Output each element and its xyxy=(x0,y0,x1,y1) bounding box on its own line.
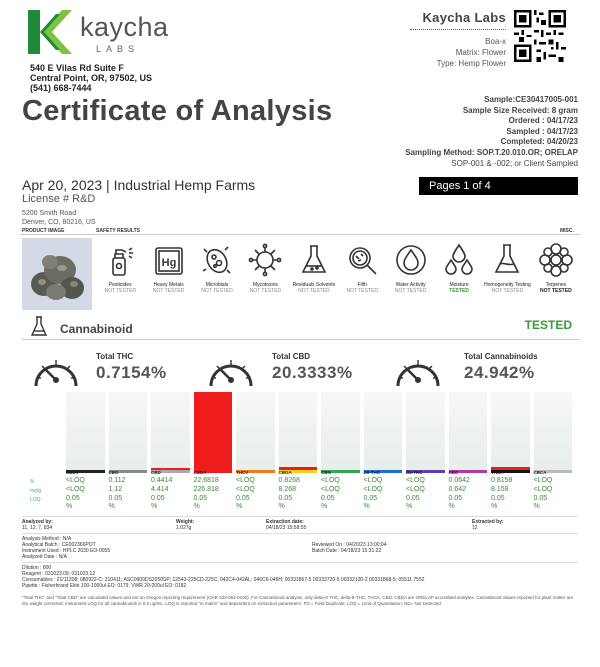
bar-cbdv xyxy=(66,392,105,470)
lab-address: 540 E Vilas Rd Suite F Central Point, OR, 97502, US (541) 668-7444 xyxy=(30,63,153,93)
divider xyxy=(410,29,506,30)
lab-info: Boa-x Matrix: Flower Type: Hemp Flower xyxy=(436,37,506,68)
cannabinoid-status: TESTED xyxy=(524,318,572,332)
divider xyxy=(22,533,578,534)
bar-fill-cbda xyxy=(194,392,233,470)
extracted-by: Extracted by: 12 xyxy=(472,519,504,531)
column-cbn: CBN <LOQ <LOQ 0.05 % xyxy=(321,470,340,511)
column-cbca: CBCA <LOQ <LOQ 0.05 % xyxy=(533,470,553,511)
bar-cbda xyxy=(194,392,233,470)
page-indicator: Pages 1 of 4 xyxy=(419,177,578,195)
flask-icon xyxy=(30,316,48,338)
divider xyxy=(20,234,580,235)
sample-info: Sample:CE30417005-001 Sample Size Received: 8 gram Ordered : 04/17/23 Sampled : 04/17/23 Completed: 04/20/23 Sampling Method: SOP.T.20.010.OR; ORELAP SOP-001 & -002; or Client Sampled xyxy=(405,95,578,168)
client-address: 5200 Smith Road Denver, CO, 80216, US xyxy=(22,210,96,226)
test-homogeneity: Homogeneity Testing NOT TESTED xyxy=(483,242,531,294)
spray-bottle-icon xyxy=(102,242,138,278)
bar-cbg xyxy=(109,392,148,470)
cannabinoid-title: Cannabinoid xyxy=(60,322,133,336)
page-title: Certificate of Analysis xyxy=(22,95,333,127)
bar-d8-thc xyxy=(406,392,445,470)
gauge-icon xyxy=(30,352,82,392)
drops-icon xyxy=(441,242,477,278)
product-image xyxy=(22,238,92,310)
reagent-details: Dilution : 800 Reagent : 031023.09; 031023.12 Consumables : 21/11208; 080922-C; 210411; ASC0909DS2050SP; 12543-225CD-225C; 042C4-042AL; 046C6-046H; 00331867-5 00333720-5 00332100-2 00331868-5; 05511 7552 Pipette : Fisherbrand Elite 100-1000ul EO: 0179, VWR 20-200ul EO: 0182 xyxy=(22,565,425,589)
lab-name: Kaycha Labs xyxy=(422,10,506,25)
total-thc-label: Total THC xyxy=(96,352,134,361)
test-microbials: Microbials NOT TESTED xyxy=(193,242,241,294)
divider xyxy=(22,516,578,517)
bar-cbca xyxy=(534,392,573,470)
virus-icon xyxy=(247,242,283,278)
heavy-metal-icon xyxy=(151,242,187,278)
gauge-icon xyxy=(205,352,257,392)
column-cbg: CBG 0.112 1.12 0.05 % xyxy=(108,470,126,511)
extraction-date: Extraction date: 04/18/23 15:58:55 xyxy=(266,519,307,531)
flask-icon xyxy=(296,242,332,278)
column-d9-thc: D9-THC <LOQ <LOQ 0.05 % xyxy=(363,470,383,511)
cannabinoid-bar-chart xyxy=(66,392,572,470)
test-pesticides: Pesticides NOT TESTED xyxy=(96,242,144,294)
svg-text:Hg: Hg xyxy=(161,257,176,269)
bar-thcv xyxy=(236,392,275,470)
client-heading: Apr 20, 2023 | Industrial Hemp Farms xyxy=(22,177,256,193)
footnote: "Total THC" and "Total CBD" are calculated values and are an Oregon reporting requirement (OAR 333-064-0100). For Cannabinoid analysis, only delta-9 THC, delta-8-THC, THCA, CBD, CBDA are ORELAP accredited analytes. Cannabinoid values reported for plant matter are dry weight corrected; Instrument LOQ for all cannabinoids is 0.5 ug/mL. LOQ is reported "in matrix" and dependent on extraction parameters. FD = Field Duplicate; LOQ = Limit of Quantitation; ND= Not Detected xyxy=(22,595,574,606)
column-cbd: CBD 0.4414 4.414 0.05 % xyxy=(151,470,173,511)
kaycha-logo-icon xyxy=(28,10,72,54)
gauge-icon xyxy=(392,352,444,392)
bar-cbc xyxy=(449,392,488,470)
column-thcv: THCV <LOQ <LOQ 0.05 % xyxy=(236,470,255,511)
flower-icon xyxy=(538,242,574,278)
bar-thca xyxy=(491,392,530,470)
column-cbdv: CBDV <LOQ <LOQ 0.05 % xyxy=(66,470,85,511)
total-cbd-label: Total CBD xyxy=(272,352,311,361)
total-cannabinoids-label: Total Cannabinoids xyxy=(464,352,538,361)
weight: Weight: 1.027g xyxy=(176,519,195,531)
bar-cbn xyxy=(321,392,360,470)
analysis-details: Analysis Method : N/A Analytical Batch : CE002366POT Instrument Used : HPLC 2030 EO-0055 Analyzed Date : N/A xyxy=(22,536,111,560)
beaker-icon xyxy=(489,242,525,278)
total-thc-value: 0.7154% xyxy=(96,363,167,382)
column-cbga: CBGA 0.8268 8.268 0.05 % xyxy=(278,470,300,511)
analyzed-by: Analyzed by: 11, 12, 7, 834 xyxy=(22,519,53,531)
product-image-label: PRODUCT IMAGE xyxy=(22,228,65,234)
test-moisture: Moisture TESTED xyxy=(435,242,483,294)
test-water-activity: Water Activity NOT TESTED xyxy=(386,242,434,294)
column-d8-thc: D8-THC <LOQ <LOQ 0.05 % xyxy=(406,470,425,511)
logo-name: kaycha xyxy=(80,12,169,42)
column-thca: THCA 0.8158 8.158 0.05 % xyxy=(491,470,513,511)
misc-label: MISC. xyxy=(560,228,574,234)
microbe-icon xyxy=(199,242,235,278)
column-cbc: CBC 0.0642 0.642 0.05 % xyxy=(448,470,470,511)
logo-sub: LABS xyxy=(96,44,140,54)
magnifier-icon xyxy=(344,242,380,278)
safety-results-label: SAFETY RESULTS xyxy=(96,228,140,234)
qr-code-icon[interactable] xyxy=(514,10,566,62)
review-details: Reviewed On : 04/20/23 13:00:04 Batch Date : 04/18/23 15:31:22 xyxy=(312,542,387,554)
bar-cbd xyxy=(151,392,190,470)
test-terpenes: Terpenes NOT TESTED xyxy=(532,242,580,294)
bar-cbga xyxy=(279,392,318,470)
row-labels: % mg/g LOQ xyxy=(30,479,42,503)
column-cbda: CBDA 22.6818 226.818 0.05 % xyxy=(193,470,219,511)
test-filth: Filth NOT TESTED xyxy=(338,242,386,294)
test-mycotoxins: Mycotoxins NOT TESTED xyxy=(241,242,289,294)
total-cbd-value: 20.3333% xyxy=(272,363,353,382)
cannabinoid-table xyxy=(66,470,572,516)
water-drop-icon xyxy=(393,242,429,278)
test-residual-solvents: Residuals Solvents NOT TESTED xyxy=(290,242,338,294)
total-cannabinoids-value: 24.942% xyxy=(464,363,535,382)
bar-d9-thc xyxy=(364,392,403,470)
divider xyxy=(22,562,578,563)
safety-results xyxy=(96,242,580,294)
client-license: License # R&D xyxy=(22,193,96,205)
test-heavy-metals: Hg Heavy Metals NOT TESTED xyxy=(144,242,192,294)
